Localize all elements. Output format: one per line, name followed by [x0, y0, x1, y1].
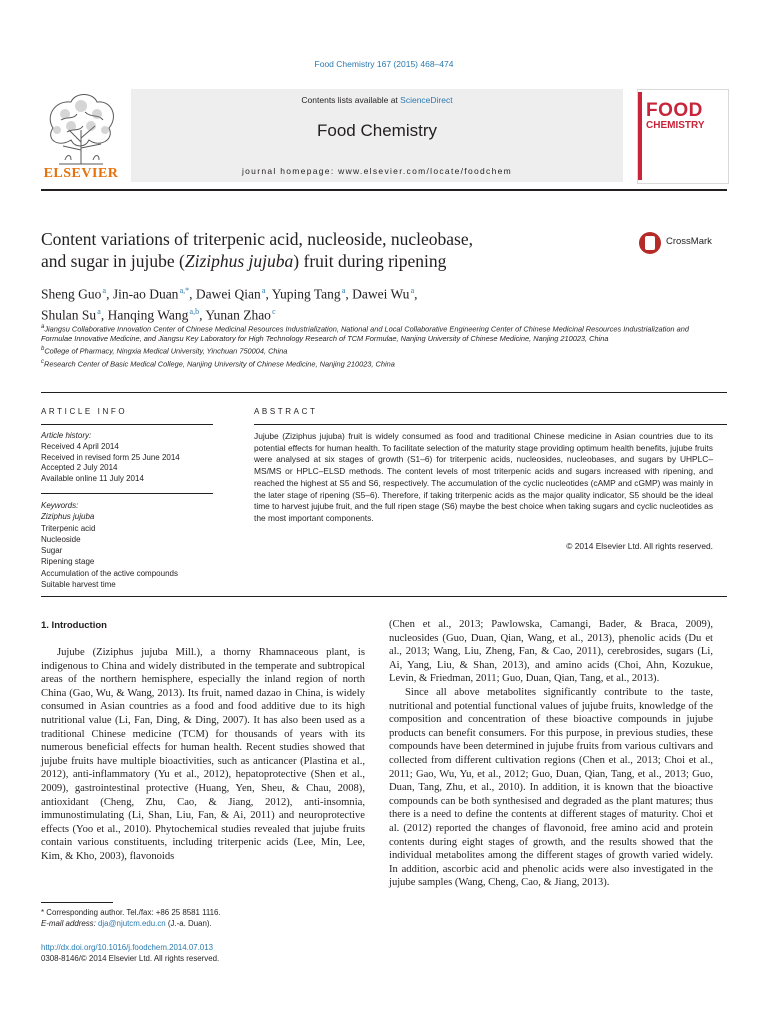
front-matter-divider [41, 596, 727, 597]
corresponding-author: * Corresponding author. Tel./fax: +86 25 8581 1116. [41, 908, 221, 917]
cover-title-chemistry: CHEMISTRY [646, 120, 705, 131]
author-affil-ref[interactable]: a [410, 286, 415, 295]
author[interactable]: Yuping Tang [271, 286, 341, 302]
journal-cover-thumbnail [637, 89, 729, 184]
author-list: Sheng Guo $^a$, Jin-ao Duan $^{a,*}$, Dawei Qian $^a$, Yuping Tang $^a$, Dawei Wu $^a$, Shulan Su $^a$, Hanqing Wang $^{a,b}$, Yunan Zhao $^c$ [41, 286, 418, 322]
affiliation-marker: b [41, 346, 45, 353]
footnote-rule [41, 902, 113, 903]
history-item: Received 4 April 2014 [41, 441, 119, 451]
affiliation-text: College of Pharmacy, Ningxia Medical University, Yinchuan 750004, China [44, 346, 288, 356]
keyword: Sugar [41, 546, 63, 556]
affiliation-text: Jiangsu Collaborative Innovation Center of Chinese Medicinal Resources Industrialization, National and Local Collaborative Engineering Center of Chinese Medicinal Resources Industrialization and Formulae Innovative Medicine, and Jiangsu Key Laboratory for High Technology Research of TCM Formulae, Nanjing University of Chinese Medicine, Nanjing 210023, China [41, 324, 689, 344]
author-affil-ref[interactable]: a [341, 286, 346, 295]
history-item: Received in revised form 25 June 2014 [41, 452, 180, 462]
title-line-1: Content variations of triterpenic acid, nucleoside, nucleobase, [41, 229, 474, 249]
title-line-2a: and sugar in jujube ( [41, 251, 185, 271]
issn-line: 0308-8146/© 2014 Elsevier Ltd. All rights reserved. [41, 954, 220, 963]
body-paragraph: (Chen et al., 2013; Pawlowska, Camangi, Bader, & Braca, 2009), nucleosides (Guo, Duan, Qian, Wang, et al., 2013), phenolic acids (Du et al., 2013; Wang, Liu, Zheng, Fan, & Cao, 2011), cerebrosides, sugars (Li, Ai, Yang, Liu, & Shan, 2013), and amino acids (Choi, Ahn, Kozukue, Levin, & Friedman, 2011; Guo, Duan, Qian, Tang, et al., 2013). [389, 619, 713, 685]
keywords-label: Keywords: [41, 501, 79, 510]
keywords-rule [41, 493, 213, 494]
author-affil-ref[interactable]: a,b [189, 306, 200, 316]
keyword: Triterpenic acid [41, 523, 96, 533]
elsevier-wordmark: ELSEVIER [43, 166, 119, 181]
email-label: E-mail address: [41, 919, 99, 928]
cover-title-food: FOOD [646, 100, 703, 121]
email-suffix: (J.-a. Duan). [165, 919, 212, 928]
author-affil-ref[interactable]: a,* [179, 286, 190, 295]
crossmark-badge[interactable] [639, 232, 729, 254]
abstract-text: Jujube (Ziziphus jujuba) fruit is widely consumed as food and traditional Chinese medicine in Asian countries due to its potential effects for human health. To facilitate selection of the maturity stage providing optimum health benefits, jujube fruits were analysed at six stages of growth (S1–6) for triterpenic acids, nucleosides, nucleobases, and sugars by UHPLC–MS/MS or HPLC–ELSD methods. The content levels of most triterpenic acids and sugars increased with ripening, and reached the highest at S5 and S6, respectively. The accumulation of the cyclic nucleotides (cAMP and cGMP) was mainly in the later stage of ripening (S5–6). Therefore, if taking triterpenic acids as the major quality indicator, S5 should be the ideal time to harvest jujube fruit, and the full ripen stage (S6) maybe the best choice when taking sugars and cyclic nucleotides as the most important components. [254, 431, 714, 523]
article-info-heading: ARTICLE INFO [41, 407, 128, 416]
email-line [41, 918, 361, 929]
section-heading: 1. Introduction [41, 620, 107, 631]
keyword: Nucleoside [41, 534, 81, 544]
affiliation-text: Research Center of Basic Medical College, Nanjing University of Chinese Medicine, Nanjing 210023, China [44, 359, 395, 369]
abstract-rule [254, 424, 727, 425]
affiliation [41, 344, 701, 356]
crossmark-label: CrossMark [666, 236, 712, 247]
journal-title: Food Chemistry [317, 121, 437, 140]
body-paragraph: Since all above metabolites significantly contribute to the taste, nutritional and potential functional values of jujube fruits, knowledge of the composition and concentration of these bioactive compounds in jujube products can benefit consumers. For this purpose, in previous studies, these compounds have been determined in jujube fruits from various cultivars and collected from different cultivation regions (Chen et al., 2013; Choi et al., 2011; Gao, Wu, Yu, et al., 2012; Guo, Duan, Qian, Tang, et al., 2013; Guo, Duan, Tang, Zhu, et al., 2010). In addition, it is known that the bioactive compounds can be both synthesised and degraded as the plant matures; thus there is a need to define the contents at different stages of maturity. Choi et al. (2012) reported the changes of flavonoid, free amino acid and protein contents during eight stages of growth, and the results showed that the individual metabolites among the different stages of growth varied widely. In addition, ascorbic acid and phenolic acids were also investigated in the jujube samples (Wang, Cheng, Cao, & Jiang, 2013). [389, 686, 713, 889]
affiliation-divider [41, 392, 727, 393]
article-history [41, 431, 221, 485]
title-species: Ziziphus jujuba [184, 251, 294, 271]
body-column-left [41, 646, 365, 864]
history-item: Accepted 2 July 2014 [41, 463, 118, 473]
body-paragraph: Jujube (Ziziphus jujuba Mill.), a thorny Rhamnaceous plant, is indigenous to China and widely distributed in the temperate and subtropical areas of the northern hemisphere, especially the inland region of north China (Gao, Wu, & Wang, 2013). Its fruit, named dazao in China, is widely consumed in Asian countries as a food and food additive due to its high nutritional value (Li, Fan, Ding, & Ding, 2007). It has also been used as a traditional Chinese medicine (TCM) for thousands of years with its numerous beneficial effects for human health. Recent studies showed that jujube fruits have multiple bioactivities, such as anticancer (Plastina et al., 2012), anti-inflammatory (Yu et al., 2012), hepatoprotective (Shen et al., 2009), gastrointestinal protective (Huang, Yen, Sheu, & Chau, 2008), antioxidant (Cheng, Zhu, Cao, & Jiang, 2012), anti-insomnia, immunostimulating (Li, Shan, Liu, Fan, & Ai, 2011) and neuroprotective effects (Yoo et al., 2010). Phytochemical studies revealed that jujube fruits contain various constituents, including triterpenic acids (Lee, Min, Lee, Kim, & Kho, 2003), flavonoids [41, 647, 365, 862]
author[interactable]: Jin-ao Duan [112, 286, 179, 302]
affiliations [41, 322, 701, 369]
history-label: Article history: [41, 431, 92, 440]
affiliation [41, 357, 701, 369]
keyword: Suitable harvest time [41, 580, 116, 590]
author-affil-ref[interactable]: c [272, 306, 276, 316]
contents-availability [131, 95, 623, 105]
author[interactable]: Sheng Guo [41, 286, 102, 302]
footnote [41, 907, 361, 929]
publication-info [41, 942, 361, 964]
keyword: Accumulation of the active compounds [41, 568, 178, 578]
author[interactable]: Yunan Zhao [205, 307, 271, 322]
elsevier-logo [41, 90, 121, 182]
author-affil-ref[interactable]: a [261, 286, 266, 295]
history-item: Available online 11 July 2014 [41, 474, 144, 484]
author[interactable]: Dawei Wu [352, 286, 410, 302]
doi-link[interactable]: http://dx.doi.org/10.1016/j.foodchem.2014.07.013 [41, 943, 213, 952]
abstract-heading: ABSTRACT [254, 407, 318, 416]
author-affil-ref[interactable]: a [102, 286, 107, 295]
journal-homepage[interactable]: journal homepage: www.elsevier.com/locate/foodchem [241, 166, 513, 176]
article-title [41, 228, 601, 272]
author[interactable]: Dawei Qian [195, 286, 261, 302]
author[interactable]: Hanqing Wang [107, 307, 189, 322]
affiliation [41, 322, 701, 344]
affiliation-marker: a [41, 324, 45, 330]
elsevier-tree-icon [41, 90, 121, 166]
body-column-right [389, 618, 713, 890]
author-affil-ref[interactable]: a [97, 306, 101, 316]
article-info-rule [41, 424, 213, 425]
contents-prefix: Contents lists available at [301, 95, 401, 105]
abstract-copyright: © 2014 Elsevier Ltd. All rights reserved. [566, 541, 713, 551]
keyword: Ziziphus jujuba [41, 512, 95, 522]
cover-strip [638, 92, 642, 180]
title-line-2b: ) fruit during ripening [293, 251, 447, 271]
author[interactable]: Shulan Su [41, 307, 97, 322]
keyword: Ripening stage [41, 557, 95, 567]
affiliation-marker: c [41, 358, 44, 365]
crossmark-icon [639, 232, 661, 254]
header-divider [41, 189, 727, 191]
journal-reference[interactable]: Food Chemistry 167 (2015) 468–474 [314, 59, 454, 69]
email-link[interactable]: dja@njutcm.edu.cn [98, 919, 166, 928]
sciencedirect-link[interactable]: ScienceDirect [400, 95, 453, 105]
keywords [41, 500, 221, 590]
